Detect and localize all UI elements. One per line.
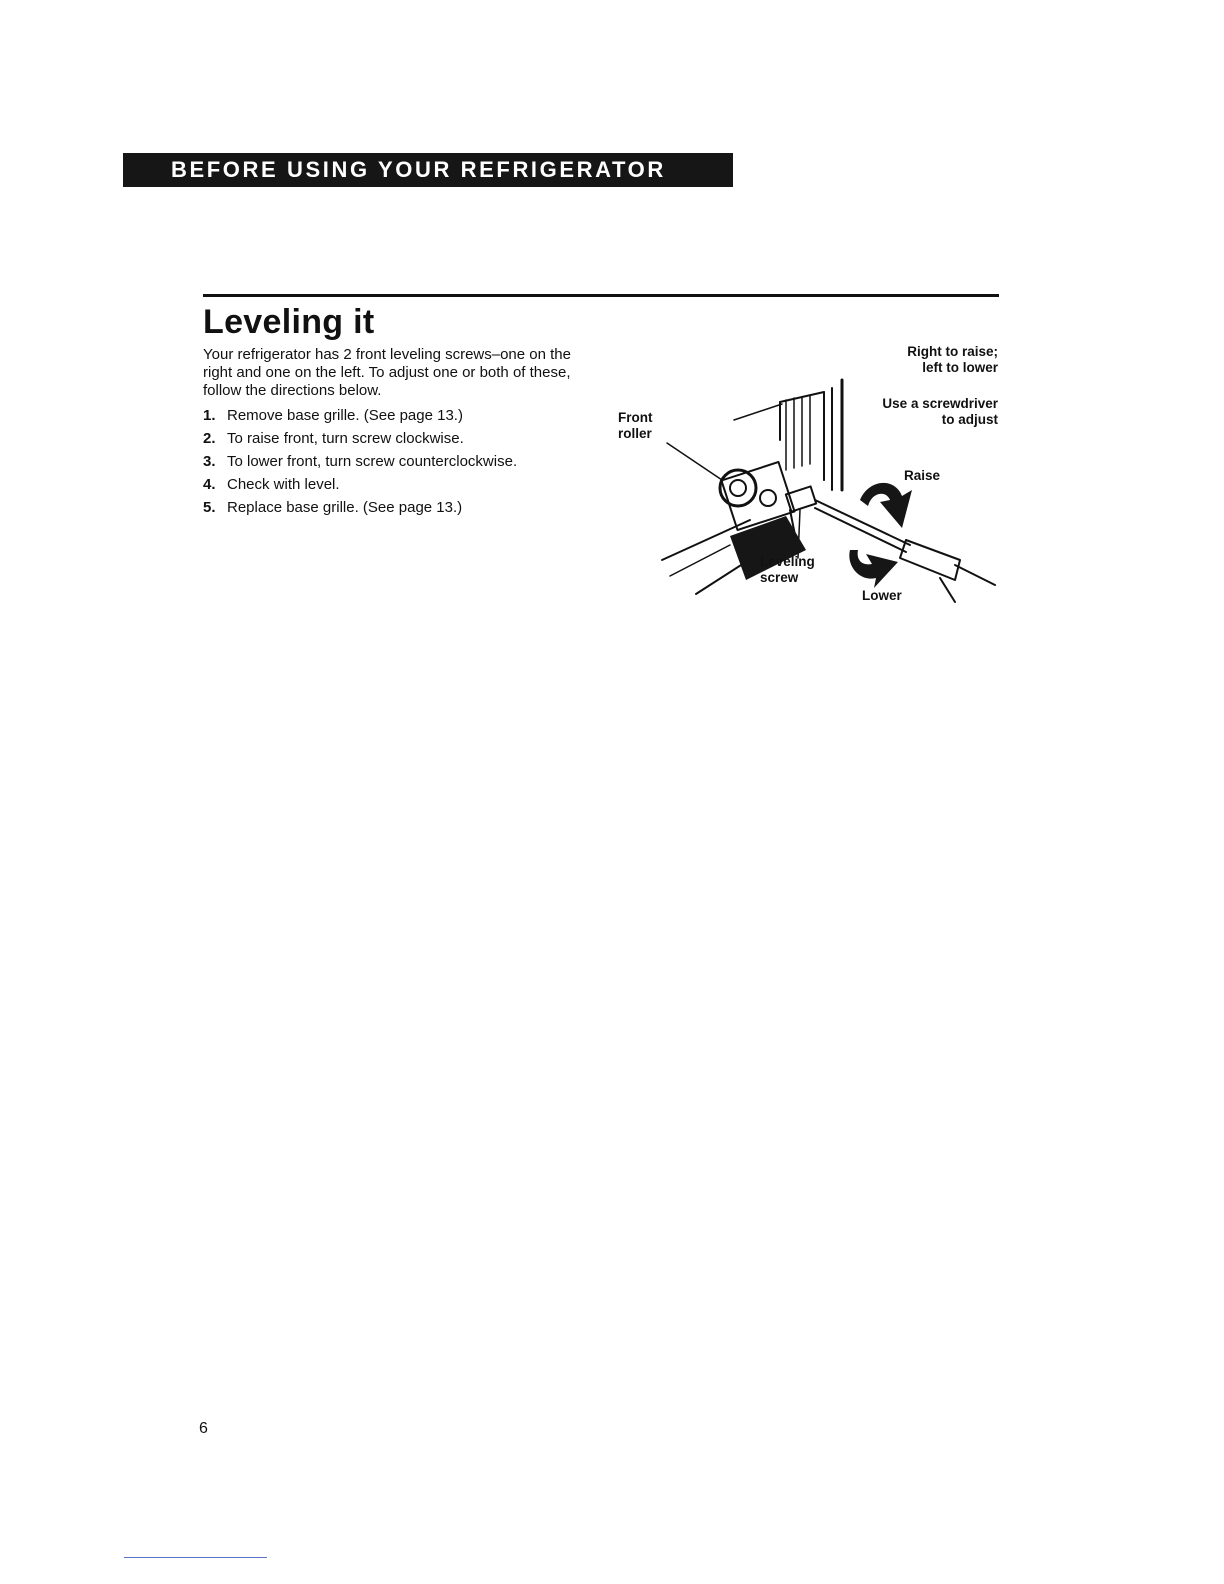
callout-line: Use a screwdriver: [882, 396, 998, 411]
intro-paragraph: Your refrigerator has 2 front leveling screws–one on the right and one on the left. To adjust one or both of these, follow the directions below.: [203, 346, 571, 399]
lower-arrow-icon: [849, 550, 898, 588]
screwdriver-handle-end: [940, 578, 955, 602]
step-number: 2.: [203, 430, 216, 447]
front-roller-label: [618, 410, 653, 442]
leveling-screw-illustration: [610, 340, 1010, 610]
step-item: [203, 498, 603, 521]
step-item: [203, 429, 603, 452]
bracket-ribs: [786, 395, 810, 470]
screwdriver-handle: [900, 540, 960, 580]
instruction-steps: [203, 406, 603, 521]
leveling-screw-label: [760, 554, 815, 586]
callout-line: Right to raise;: [907, 344, 998, 359]
raise-label: Raise: [904, 468, 941, 483]
step-number: 1.: [203, 407, 216, 424]
heading-rule: [203, 294, 999, 297]
step-item: [203, 406, 603, 429]
step-item: [203, 475, 603, 498]
step-number: 4.: [203, 476, 216, 493]
step-number: 5.: [203, 499, 216, 516]
front-roller-leader: [667, 443, 722, 480]
callout-line: Leveling: [760, 554, 815, 569]
lower-label: Lower: [862, 588, 902, 603]
tool-note-label: [882, 396, 998, 428]
bracket-hole: [760, 490, 776, 506]
page-number: 6: [199, 1420, 208, 1437]
callout-line: roller: [618, 426, 652, 441]
screwdriver-handle-end: [955, 565, 995, 585]
base-rail-line: [670, 545, 730, 576]
raise-arrow-icon: [860, 483, 912, 528]
callout-line: screw: [760, 570, 799, 585]
step-text: Check with level.: [227, 476, 340, 493]
step-text: Replace base grille. (See page 13.): [227, 499, 463, 516]
banner-end-tick: [729, 153, 733, 187]
step-item: [203, 452, 603, 475]
page-title: Leveling it: [203, 303, 375, 341]
section-banner: BEFORE USING YOUR REFRIGERATOR: [123, 153, 733, 187]
callout-line: left to lower: [922, 360, 998, 375]
bracket-leader: [734, 404, 782, 420]
step-text: Remove base grille. (See page 13.): [227, 407, 463, 424]
callout-line: Front: [618, 410, 653, 425]
direction-note-label: [907, 344, 998, 376]
roller-hub: [730, 480, 746, 496]
step-number: 3.: [203, 453, 216, 470]
callout-line: to adjust: [941, 412, 998, 427]
footer-rule: [124, 1557, 267, 1558]
step-text: To raise front, turn screw clockwise.: [227, 430, 464, 447]
step-text: To lower front, turn screw counterclockwise.: [227, 453, 518, 470]
